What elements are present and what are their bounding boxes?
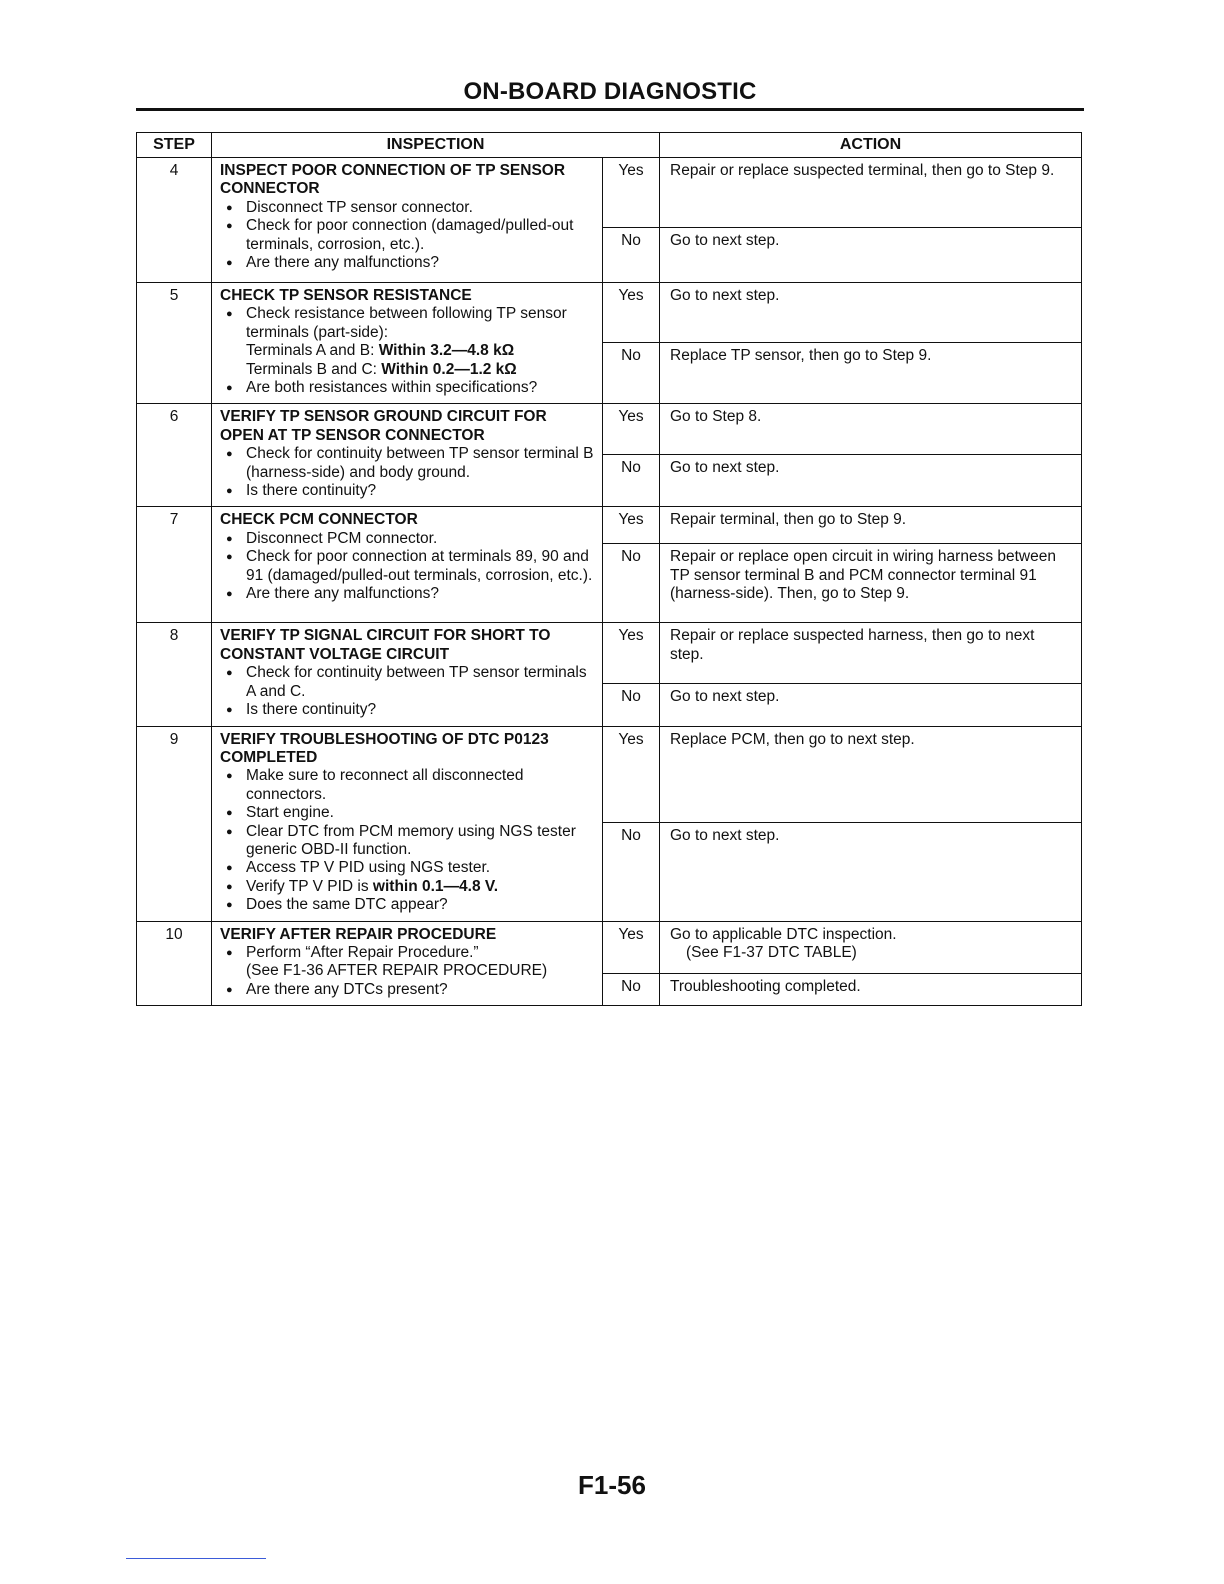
reference-text: (See F1-37 DTC TABLE): [686, 943, 857, 961]
bullet-item: ● Does the same DTC appear?: [220, 896, 594, 914]
no-action: Go to next step.: [660, 228, 1082, 283]
bullet-item: ● Check resistance between following TP sensor terminals (part-side):: [220, 305, 594, 342]
inspection-cell: [212, 507, 603, 623]
inspection-cell: [212, 404, 603, 507]
no-action: Repair or replace open circuit in wiring harness between TP sensor terminal B and PCM connector terminal 91 (harness-side). Then, go to Step 9.: [660, 544, 1082, 623]
bullet-item: ● Make sure to reconnect all disconnected connectors.: [220, 767, 594, 804]
table-row: [137, 726, 1082, 822]
inspection-title: VERIFY TP SENSOR GROUND CIRCUIT FOR OPEN AT TP SENSOR CONNECTOR: [220, 408, 547, 444]
spec-value: Within 3.2—4.8 kΩ: [378, 342, 515, 360]
no-label: No: [603, 342, 660, 404]
page-number: F1-56: [578, 1470, 646, 1500]
step-number: 4: [137, 158, 212, 283]
no-action: Troubleshooting completed.: [660, 974, 1082, 1006]
inspection-title: CHECK TP SENSOR RESISTANCE: [220, 287, 472, 304]
inspection-cell: [212, 283, 603, 404]
yes-label: Yes: [603, 283, 660, 343]
no-label: No: [603, 974, 660, 1006]
footer-rule: [126, 1558, 266, 1559]
step-number: 7: [137, 507, 212, 623]
bullet-item: ● Perform “After Repair Procedure.”: [220, 944, 594, 962]
yes-action: Go to next step.: [660, 283, 1082, 343]
step-number: 8: [137, 623, 212, 726]
yes-action: Repair or replace suspected harness, then go to next step.: [660, 623, 1082, 683]
spec-value: within 0.1—4.8 V.: [372, 877, 499, 895]
no-label: No: [603, 544, 660, 623]
header-step: STEP: [137, 133, 212, 158]
table-row: [137, 623, 1082, 683]
bullet-item: ● Are there any DTCs present?: [220, 981, 594, 999]
inspection-title: INSPECT POOR CONNECTION OF TP SENSOR CONNECTOR: [220, 162, 566, 198]
bullet-item: ● Start engine.: [220, 804, 594, 822]
bullet-item: ● Check for continuity between TP sensor terminal B (harness-side) and body ground.: [220, 445, 594, 482]
bullet-item: ● Is there continuity?: [220, 482, 594, 500]
inspection-title: VERIFY TP SIGNAL CIRCUIT FOR SHORT TO CONSTANT VOLTAGE CIRCUIT: [220, 627, 551, 663]
header-action: ACTION: [660, 133, 1082, 158]
table-row: [137, 507, 1082, 544]
spec-label: Terminals A and B:: [246, 342, 375, 360]
inspection-cell: [212, 623, 603, 726]
step-number: 6: [137, 404, 212, 507]
table-row: [137, 921, 1082, 974]
bullet-item: ● Disconnect PCM connector.: [220, 530, 594, 548]
spec-value: Within 0.2—1.2 kΩ: [381, 360, 517, 378]
no-label: No: [603, 822, 660, 921]
title-rule: [136, 108, 1084, 111]
bullet-item: [220, 878, 594, 896]
no-action: Go to next step.: [660, 683, 1082, 726]
bullet-text: Verify TP V PID is: [246, 877, 369, 895]
diagnostic-table: [136, 132, 1082, 1006]
header-row: [137, 133, 1082, 158]
table-row: [137, 283, 1082, 343]
bullet-item: ● Check for poor connection at terminals 89, 90 and 91 (damaged/pulled-out terminals, corrosion, etc.).: [220, 548, 594, 585]
spec-label: Terminals B and C:: [246, 360, 377, 378]
reference-text: (See F1-36 AFTER REPAIR PROCEDURE): [246, 962, 548, 980]
bullet-item: ● Is there continuity?: [220, 701, 594, 719]
yes-label: Yes: [603, 726, 660, 822]
no-label: No: [603, 683, 660, 726]
inspection-title: VERIFY TROUBLESHOOTING OF DTC P0123 COMPLETED: [220, 730, 549, 766]
page-title: ON-BOARD DIAGNOSTIC: [463, 78, 757, 105]
yes-action: [660, 921, 1082, 974]
bullet-item: ● Disconnect TP sensor connector.: [220, 199, 594, 217]
no-action: Go to next step.: [660, 822, 1082, 921]
inspection-cell: [212, 726, 603, 921]
bullet-item: ● Check for continuity between TP sensor terminals A and C.: [220, 664, 594, 701]
no-action: Replace TP sensor, then go to Step 9.: [660, 342, 1082, 404]
yes-label: Yes: [603, 921, 660, 974]
action-text: Go to applicable DTC inspection.: [670, 925, 897, 943]
inspection-title: CHECK PCM CONNECTOR: [220, 511, 418, 529]
table-row: [137, 404, 1082, 454]
step-number: 9: [137, 726, 212, 921]
spec-line: [220, 361, 594, 379]
step-number: 5: [137, 283, 212, 404]
yes-label: Yes: [603, 623, 660, 683]
bullet-item: ● Are both resistances within specifications?: [220, 379, 594, 397]
yes-label: Yes: [603, 404, 660, 454]
yes-label: Yes: [603, 507, 660, 544]
yes-action: Go to Step 8.: [660, 404, 1082, 454]
inspection-cell: [212, 921, 603, 1006]
bullet-item: ● Clear DTC from PCM memory using NGS tester generic OBD-II function.: [220, 823, 594, 860]
bullet-item: ● Access TP V PID using NGS tester.: [220, 859, 594, 877]
bullet-item: ● Are there any malfunctions?: [220, 254, 594, 272]
yes-action: Repair or replace suspected terminal, then go to Step 9.: [660, 158, 1082, 228]
no-label: No: [603, 228, 660, 283]
yes-action: Replace PCM, then go to next step.: [660, 726, 1082, 822]
no-label: No: [603, 454, 660, 507]
spec-line: [220, 342, 594, 360]
bullet-item: ● Check for poor connection (damaged/pulled-out terminals, corrosion, etc.).: [220, 217, 594, 254]
no-action: Go to next step.: [660, 454, 1082, 507]
step-number: 10: [137, 921, 212, 1006]
yes-label: Yes: [603, 158, 660, 228]
inspection-cell: [212, 158, 603, 283]
yes-action: Repair terminal, then go to Step 9.: [660, 507, 1082, 544]
header-inspection: INSPECTION: [212, 133, 660, 158]
inspection-title: VERIFY AFTER REPAIR PROCEDURE: [220, 925, 497, 943]
table-row: [137, 158, 1082, 228]
bullet-item: ● Are there any malfunctions?: [220, 585, 594, 603]
